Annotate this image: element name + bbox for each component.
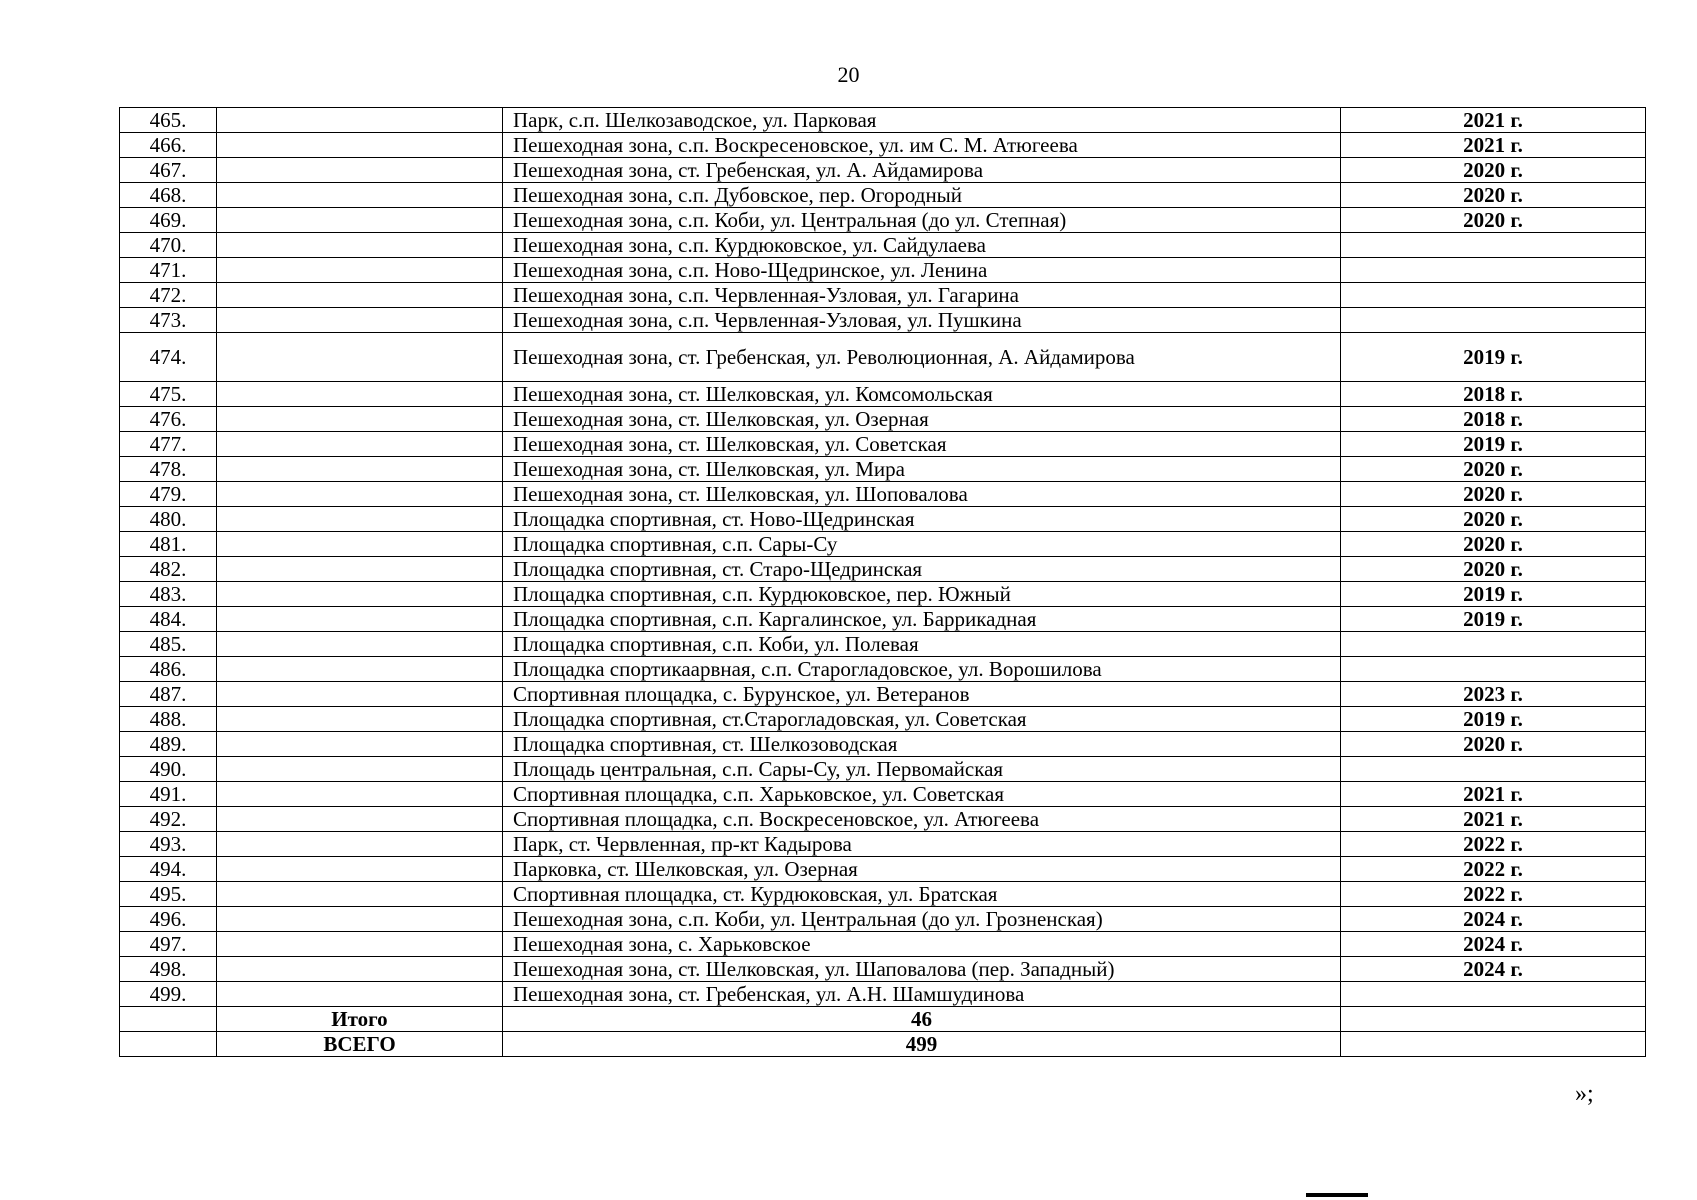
object-name-cell: Площадка спортивная, с.п. Каргалинское, ул. Баррикадная [503,607,1341,632]
row-number-cell: 487. [120,682,217,707]
row-number-cell: 465. [120,108,217,133]
year-cell [1341,982,1646,1007]
object-name-cell: Пешеходная зона, ст. Шелковская, ул. Мира [503,457,1341,482]
municipality-cell [217,957,503,982]
summary-value: 46 [503,1007,1341,1032]
object-name-cell: Пешеходная зона, с.п. Коби, ул. Центральная (до ул. Степная) [503,208,1341,233]
object-name-cell: Парк, с.п. Шелкозаводское, ул. Парковая [503,108,1341,133]
object-name-cell: Пешеходная зона, ст. Гребенская, ул. А. Айдамирова [503,158,1341,183]
object-name-cell: Пешеходная зона, ст. Шелковская, ул. Шаповалова (пер. Западный) [503,957,1341,982]
object-name-cell: Пешеходная зона, ст. Шелковская, ул. Озерная [503,407,1341,432]
summary-empty-cell [120,1032,217,1057]
row-number-cell: 483. [120,582,217,607]
table-row [120,832,1646,857]
table-row [120,532,1646,557]
municipality-cell [217,807,503,832]
year-cell: 2018 г. [1341,407,1646,432]
object-name-cell: Спортивная площадка, с. Бурунское, ул. Ветеранов [503,682,1341,707]
municipality-cell [217,707,503,732]
year-cell: 2020 г. [1341,457,1646,482]
row-number-cell: 488. [120,707,217,732]
year-cell: 2019 г. [1341,707,1646,732]
year-cell: 2020 г. [1341,208,1646,233]
table-row [120,283,1646,308]
grand-total-row [120,1032,1646,1057]
row-number-cell: 499. [120,982,217,1007]
object-name-cell: Пешеходная зона, с.п. Дубовское, пер. Огородный [503,183,1341,208]
year-cell: 2019 г. [1341,333,1646,382]
object-name-cell: Пешеходная зона, ст. Шелковская, ул. Комсомольская [503,382,1341,407]
summary-label: Итого [217,1007,503,1032]
row-number-cell: 480. [120,507,217,532]
municipality-cell [217,208,503,233]
municipality-cell [217,607,503,632]
year-cell: 2022 г. [1341,882,1646,907]
table-row [120,707,1646,732]
table-row [120,857,1646,882]
object-name-cell: Парк, ст. Червленная, пр-кт Кадырова [503,832,1341,857]
table-row [120,507,1646,532]
year-cell: 2018 г. [1341,382,1646,407]
row-number-cell: 489. [120,732,217,757]
year-cell: 2019 г. [1341,607,1646,632]
year-cell: 2020 г. [1341,732,1646,757]
row-number-cell: 467. [120,158,217,183]
municipality-cell [217,632,503,657]
row-number-cell: 482. [120,557,217,582]
municipality-cell [217,233,503,258]
table-row [120,782,1646,807]
year-cell: 2020 г. [1341,557,1646,582]
year-cell: 2024 г. [1341,957,1646,982]
table-row [120,233,1646,258]
table-row [120,757,1646,782]
table-row [120,108,1646,133]
year-cell [1341,757,1646,782]
table-row [120,907,1646,932]
summary-empty-cell [1341,1007,1646,1032]
year-cell: 2022 г. [1341,832,1646,857]
municipality-cell [217,932,503,957]
year-cell: 2020 г. [1341,532,1646,557]
object-name-cell: Пешеходная зона, с.п. Ново-Щедринское, ул. Ленина [503,258,1341,283]
object-name-cell: Площадка спортивная, ст. Старо-Щедринская [503,557,1341,582]
footer-rule [1306,1193,1368,1197]
municipality-cell [217,782,503,807]
row-number-cell: 477. [120,432,217,457]
summary-label: ВСЕГО [217,1032,503,1057]
object-name-cell: Спортивная площадка, с.п. Харьковское, ул. Советская [503,782,1341,807]
table-row [120,457,1646,482]
page-number: 20 [837,62,860,87]
table-row [120,432,1646,457]
table-row [120,133,1646,158]
table-row [120,932,1646,957]
year-cell: 2020 г. [1341,158,1646,183]
object-name-cell: Пешеходная зона, с.п. Воскресеновское, ул. им С. М. Атюгеева [503,133,1341,158]
table-row [120,407,1646,432]
table-row [120,882,1646,907]
object-name-cell: Площадка спортивная, с.п. Курдюковское, пер. Южный [503,582,1341,607]
object-name-cell: Спортивная площадка, с.п. Воскресеновское, ул. Атюгеева [503,807,1341,832]
municipality-cell [217,757,503,782]
table-row [120,982,1646,1007]
year-cell [1341,632,1646,657]
object-name-cell: Площадка спортивная, с.п. Сары-Су [503,532,1341,557]
municipality-cell [217,407,503,432]
year-cell: 2019 г. [1341,582,1646,607]
year-cell: 2020 г. [1341,183,1646,208]
registry-table [119,107,1646,1057]
row-number-cell: 495. [120,882,217,907]
year-cell: 2020 г. [1341,507,1646,532]
object-name-cell: Пешеходная зона, ст. Гребенская, ул. Революционная, А. Айдамирова [503,333,1341,382]
table-row [120,183,1646,208]
object-name-cell: Пешеходная зона, с.п. Курдюковское, ул. Сайдулаева [503,233,1341,258]
object-name-cell: Площадка спортивная, ст. Ново-Щедринская [503,507,1341,532]
municipality-cell [217,907,503,932]
year-cell: 2021 г. [1341,807,1646,832]
municipality-cell [217,982,503,1007]
year-cell: 2021 г. [1341,108,1646,133]
table-row [120,807,1646,832]
table-row [120,582,1646,607]
year-cell: 2024 г. [1341,907,1646,932]
municipality-cell [217,682,503,707]
table-row [120,333,1646,382]
registry-table-container [119,107,1646,1057]
row-number-cell: 466. [120,133,217,158]
table-row [120,557,1646,582]
table-row [120,657,1646,682]
year-cell [1341,233,1646,258]
municipality-cell [217,882,503,907]
row-number-cell: 484. [120,607,217,632]
row-number-cell: 468. [120,183,217,208]
object-name-cell: Спортивная площадка, ст. Курдюковская, ул. Братская [503,882,1341,907]
table-row [120,732,1646,757]
row-number-cell: 470. [120,233,217,258]
year-cell: 2021 г. [1341,782,1646,807]
municipality-cell [217,557,503,582]
table-row [120,632,1646,657]
closing-quote-mark: »; [1575,1081,1594,1107]
table-row [120,258,1646,283]
year-cell [1341,308,1646,333]
row-number-cell: 481. [120,532,217,557]
row-number-cell: 474. [120,333,217,382]
row-number-cell: 472. [120,283,217,308]
row-number-cell: 486. [120,657,217,682]
row-number-cell: 479. [120,482,217,507]
row-number-cell: 473. [120,308,217,333]
year-cell: 2019 г. [1341,432,1646,457]
object-name-cell: Пешеходная зона, с.п. Коби, ул. Центральная (до ул. Грозненская) [503,907,1341,932]
registry-table-body [120,108,1646,1057]
row-number-cell: 492. [120,807,217,832]
municipality-cell [217,457,503,482]
object-name-cell: Пешеходная зона, с. Харьковское [503,932,1341,957]
object-name-cell: Пешеходная зона, ст. Гребенская, ул. А.Н. Шамшудинова [503,982,1341,1007]
table-row [120,308,1646,333]
row-number-cell: 497. [120,932,217,957]
object-name-cell: Площадь центральная, с.п. Сары-Су, ул. Первомайская [503,757,1341,782]
municipality-cell [217,432,503,457]
object-name-cell: Пешеходная зона, ст. Шелковская, ул. Шоповалова [503,482,1341,507]
year-cell: 2021 г. [1341,133,1646,158]
summary-empty-cell [120,1007,217,1032]
municipality-cell [217,532,503,557]
object-name-cell: Парковка, ст. Шелковская, ул. Озерная [503,857,1341,882]
object-name-cell: Площадка спортикаарвная, с.п. Старогладовское, ул. Ворошилова [503,657,1341,682]
object-name-cell: Площадка спортивная, ст. Шелкозоводская [503,732,1341,757]
year-cell: 2020 г. [1341,482,1646,507]
municipality-cell [217,857,503,882]
municipality-cell [217,657,503,682]
table-row [120,482,1646,507]
municipality-cell [217,133,503,158]
row-number-cell: 478. [120,457,217,482]
year-cell: 2022 г. [1341,857,1646,882]
municipality-cell [217,108,503,133]
year-cell: 2024 г. [1341,932,1646,957]
row-number-cell: 469. [120,208,217,233]
object-name-cell: Пешеходная зона, ст. Шелковская, ул. Советская [503,432,1341,457]
table-row [120,957,1646,982]
summary-value: 499 [503,1032,1341,1057]
municipality-cell [217,308,503,333]
row-number-cell: 496. [120,907,217,932]
object-name-cell: Площадка спортивная, ст.Старогладовская, ул. Советская [503,707,1341,732]
year-cell: 2023 г. [1341,682,1646,707]
row-number-cell: 493. [120,832,217,857]
table-row [120,607,1646,632]
object-name-cell: Пешеходная зона, с.п. Червленная-Узловая, ул. Пушкина [503,308,1341,333]
municipality-cell [217,333,503,382]
municipality-cell [217,507,503,532]
year-cell [1341,258,1646,283]
year-cell [1341,283,1646,308]
municipality-cell [217,382,503,407]
row-number-cell: 494. [120,857,217,882]
municipality-cell [217,582,503,607]
row-number-cell: 471. [120,258,217,283]
municipality-cell [217,183,503,208]
table-row [120,682,1646,707]
municipality-cell [217,158,503,183]
year-cell [1341,657,1646,682]
row-number-cell: 476. [120,407,217,432]
municipality-cell [217,482,503,507]
municipality-cell [217,732,503,757]
row-number-cell: 491. [120,782,217,807]
object-name-cell: Площадка спортивная, с.п. Коби, ул. Полевая [503,632,1341,657]
row-number-cell: 485. [120,632,217,657]
row-number-cell: 498. [120,957,217,982]
subtotal-row [120,1007,1646,1032]
row-number-cell: 490. [120,757,217,782]
table-row [120,208,1646,233]
table-row [120,158,1646,183]
municipality-cell [217,832,503,857]
municipality-cell [217,283,503,308]
object-name-cell: Пешеходная зона, с.п. Червленная-Узловая, ул. Гагарина [503,283,1341,308]
row-number-cell: 475. [120,382,217,407]
table-row [120,382,1646,407]
summary-empty-cell [1341,1032,1646,1057]
municipality-cell [217,258,503,283]
